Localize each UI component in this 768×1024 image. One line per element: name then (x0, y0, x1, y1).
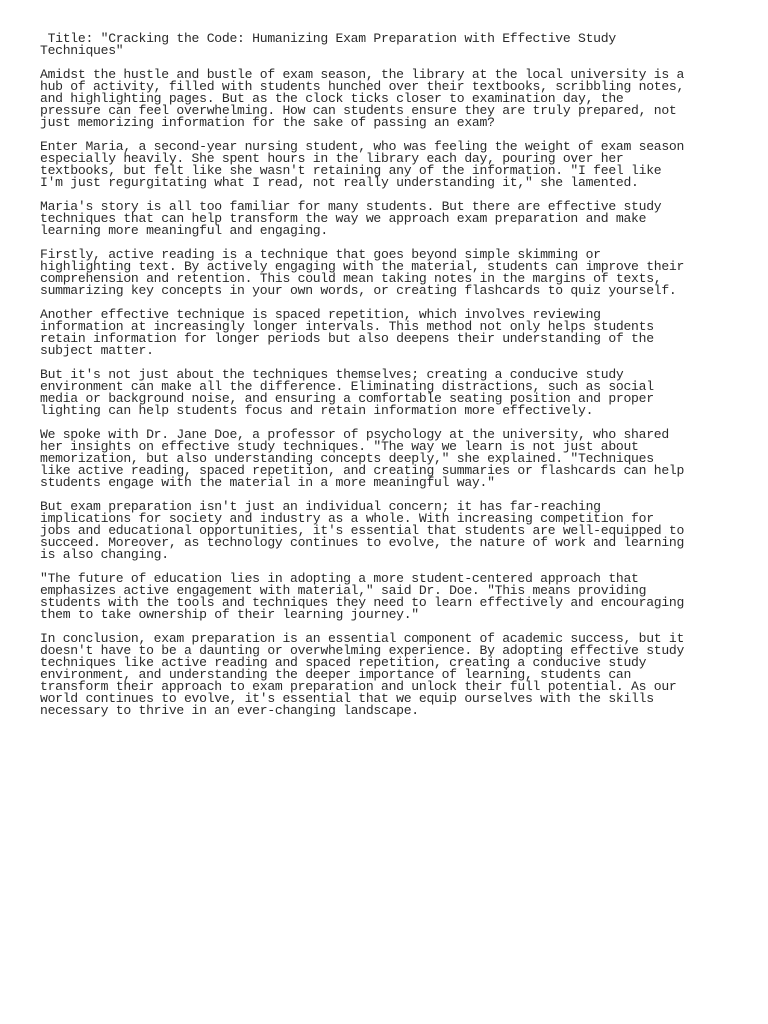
paragraph-8: But exam preparation isn't just an individual concern; it has far-reaching implications for society and industry as a whole. With increasing competition for jobs and educational opportunities, it's essential that students are well-equipped to succeed. Moreover, as technology continues to evolve, the nature of work and learning is also changing. (40, 499, 685, 562)
document-title: Title: "Cracking the Code: Humanizing Exam Preparation with Effective Study Techniques" (40, 31, 616, 58)
document-page (40, 33, 730, 729)
paragraph-2: Enter Maria, a second-year nursing student, who was feeling the weight of exam season especially heavily. She spent hours in the library each day, pouring over her textbooks, but felt like she wasn't retaining any of the information. "I feel like I'm just regurgitating what I read, not really understanding it," she lamented. (40, 139, 685, 190)
paragraph-3: Maria's story is all too familiar for many students. But there are effective study techniques that can help transform the way we approach exam preparation and make learning more meaningful and engaging. (40, 199, 662, 238)
paragraph-10: In conclusion, exam preparation is an essential component of academic success, but it doesn't have to be a daunting or overwhelming experience. By adopting effective study techniques like active reading and spaced repetition, creating a conducive study environment, and understanding the deeper importance of learning, students can transform their approach to exam preparation and unlock their full potential. As our world continues to evolve, it's essential that we equip ourselves with the skills necessary to thrive in an ever-changing landscape. (40, 631, 685, 718)
paragraph-5: Another effective technique is spaced repetition, which involves reviewing information at increasingly longer intervals. This method not only helps students retain information for longer periods but also deepens their understanding of the subject matter. (40, 307, 654, 358)
paragraph-4: Firstly, active reading is a technique that goes beyond simple skimming or highlighting text. By actively engaging with the material, students can improve their comprehension and retention. This could mean taking notes in the margins of texts, summarizing key concepts in your own words, or creating flashcards to quiz yourself. (40, 247, 685, 298)
paragraph-6: But it's not just about the techniques themselves; creating a conducive study environment can make all the difference. Eliminating distractions, such as social media or background noise, and ensuring a comfortable seating position and proper lighting can help students focus and retain information more effectively. (40, 367, 654, 418)
paragraph-1: Amidst the hustle and bustle of exam season, the library at the local university is a hub of activity, filled with students hunched over their textbooks, scribbling notes, and highlighting pages. But as the clock ticks closer to examination day, the pressure can feel overwhelming. How can students ensure they are truly prepared, not just memorizing information for the sake of passing an exam? (40, 67, 685, 130)
paragraph-9: "The future of education lies in adopting a more student-centered approach that emphasizes active engagement with material," said Dr. Doe. "This means providing students with the tools and techniques they need to learn effectively and encouraging them to take ownership of their learning journey." (40, 571, 685, 622)
paragraph-7: We spoke with Dr. Jane Doe, a professor of psychology at the university, who shared her insights on effective study techniques. "The way we learn is not just about memorization, but also understanding concepts deeply," she explained. "Techniques like active reading, spaced repetition, and creating summaries or flashcards can help students engage with the material in a more meaningful way." (40, 427, 685, 490)
